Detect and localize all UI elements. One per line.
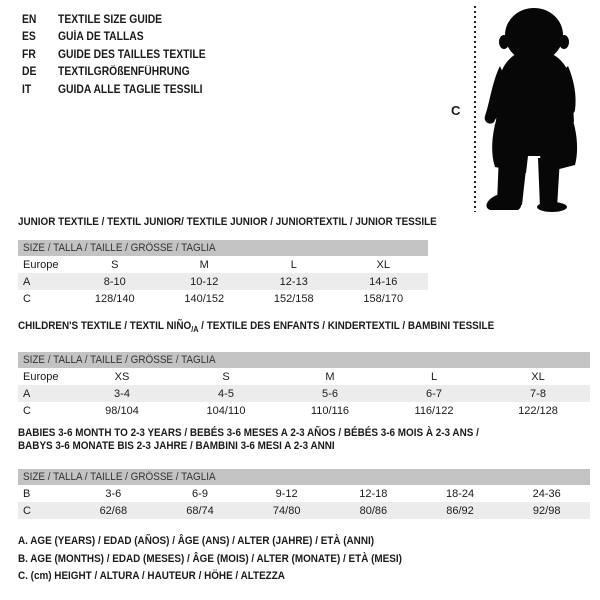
language-title-list (22, 11, 226, 99)
age-cell: 5-6 (322, 387, 338, 400)
row-label: B (23, 487, 31, 500)
age-cell: 3-4 (114, 387, 130, 400)
size-cell: M (325, 370, 335, 383)
age-cell: 7-8 (530, 387, 546, 400)
table-title (18, 320, 533, 336)
size-cell: M (199, 258, 209, 271)
table-title-text: CHILDREN'S TEXTILE / TEXTIL NIÑO (18, 320, 192, 332)
age-cell: 3-6 (105, 487, 122, 500)
table-row (18, 385, 590, 402)
size-cell: S (111, 258, 119, 271)
guide-title: GUIDA ALLE TAGLIE TESSILI (58, 83, 203, 96)
guide-title: GUÍA DE TALLAS (58, 31, 144, 44)
size-cell: S (222, 370, 230, 383)
size-header-bar (18, 352, 590, 368)
height-cell: 140/152 (184, 292, 225, 305)
height-cell: 116/122 (414, 404, 454, 417)
table-row (18, 256, 428, 273)
junior-textile-table (18, 216, 437, 307)
guide-title: GUIDE DES TAILLES TEXTILE (58, 48, 206, 61)
table-row (18, 273, 428, 290)
language-code: EN (22, 13, 37, 26)
height-cell: 128/140 (94, 292, 135, 305)
language-row-en (22, 11, 206, 29)
row-label: Europe (23, 370, 59, 383)
height-cell: 104/110 (206, 404, 246, 417)
table-row (18, 402, 590, 419)
footnote-c: C. (cm) HEIGHT / ALTURA / HAUTEUR / HÖHE / ALTEZZA (18, 570, 285, 582)
guide-title: TEXTILGRÖßENFÜHRUNG (58, 66, 190, 79)
table-row (18, 290, 428, 307)
table-title: JUNIOR TEXTILE / TEXTIL JUNIOR/ TEXTILE JUNIOR / JUNIORTEXTIL / JUNIOR TESSILE (18, 216, 437, 228)
height-cell: 62/68 (99, 504, 128, 517)
height-cell: 110/116 (310, 404, 350, 417)
age-cell: 14-16 (369, 275, 398, 288)
height-cell: 80/86 (359, 504, 388, 517)
language-code: FR (22, 48, 36, 61)
height-cell: 152/158 (273, 292, 314, 305)
children-textile-table (18, 320, 590, 419)
size-cell: XS (114, 370, 130, 383)
age-cell: 6-7 (426, 387, 442, 400)
table-row (18, 502, 590, 519)
age-cell: 9-12 (275, 487, 298, 500)
height-cell: 74/80 (272, 504, 301, 517)
size-cell: XL (376, 258, 390, 271)
size-header-bar (18, 240, 428, 256)
language-row-it (22, 81, 206, 99)
height-cell: 86/92 (446, 504, 474, 517)
age-cell: 12-13 (279, 275, 308, 288)
row-label: C (23, 292, 31, 305)
size-cell: XL (531, 370, 545, 383)
table-title-text: / TEXTILE DES ENFANTS / KINDERTEXTIL / BAMBINI TESSILE (198, 320, 495, 332)
language-code: ES (22, 31, 36, 44)
language-row-fr (22, 46, 206, 64)
table-title-block (18, 427, 590, 453)
table-title-subscript: /A (191, 325, 199, 335)
babies-textile-table (18, 427, 590, 519)
height-measure-dotted-line (474, 6, 476, 212)
age-cell: 12-18 (359, 487, 388, 500)
footnote-b: B. AGE (MONTHS) / EDAD (MESES) / ÂGE (MOIS) / ALTER (MONATE) / ETÀ (MESI) (18, 552, 402, 565)
age-cell: 10-12 (190, 275, 219, 288)
table-title-line1: BABIES 3-6 MONTH TO 2-3 YEARS / BEBÉS 3-6 MESES A 2-3 AÑOS / BÉBÉS 3-6 MOIS À 2-3 ANS / (18, 427, 479, 439)
footnote-a: A. AGE (YEARS) / EDAD (AÑOS) / ÂGE (ANS) / ALTER (JAHRE) / ETÀ (ANNI) (18, 535, 375, 547)
row-label: C (23, 404, 31, 417)
size-header-bar (18, 469, 590, 485)
age-cell: 18-24 (445, 487, 475, 500)
size-header-label: SIZE / TALLA / TAILLE / GRÖSSE / TAGLIA (23, 354, 216, 367)
row-label: A (23, 275, 31, 288)
size-cell: L (430, 370, 438, 383)
age-cell: 4-5 (218, 387, 234, 400)
size-header-label: SIZE / TALLA / TAILLE / GRÖSSE / TAGLIA (23, 471, 216, 483)
height-cell: 98/104 (105, 404, 139, 417)
height-cell: 158/170 (363, 292, 404, 305)
language-row-de (22, 64, 206, 82)
language-row-es (22, 29, 206, 47)
legend-footnotes (18, 533, 445, 586)
baby-silhouette-shape (485, 8, 577, 212)
table-row (18, 368, 590, 385)
language-code: IT (22, 83, 32, 96)
size-header-label: SIZE / TALLA / TAILLE / GRÖSSE / TAGLIA (23, 242, 216, 254)
height-cell: 92/98 (532, 504, 561, 517)
baby-silhouette-icon (482, 4, 594, 216)
height-cell: 122/128 (518, 404, 558, 417)
row-label: Europe (23, 258, 59, 271)
age-cell: 8-10 (103, 275, 126, 288)
height-cell: 68/74 (186, 504, 214, 517)
age-cell: 24-36 (532, 487, 561, 500)
age-cell: 6-9 (192, 487, 208, 500)
table-row (18, 485, 590, 502)
guide-title: TEXTILE SIZE GUIDE (58, 13, 163, 26)
height-measure-label: C (451, 103, 461, 118)
size-cell: L (290, 258, 297, 271)
table-title-line2: BABYS 3-6 MONATE BIS 2-3 JAHRE / BAMBINI 3-6 MESI A 2-3 ANNI (18, 440, 335, 452)
language-code: DE (22, 66, 37, 79)
row-label: A (23, 387, 31, 400)
row-label: C (23, 504, 31, 517)
